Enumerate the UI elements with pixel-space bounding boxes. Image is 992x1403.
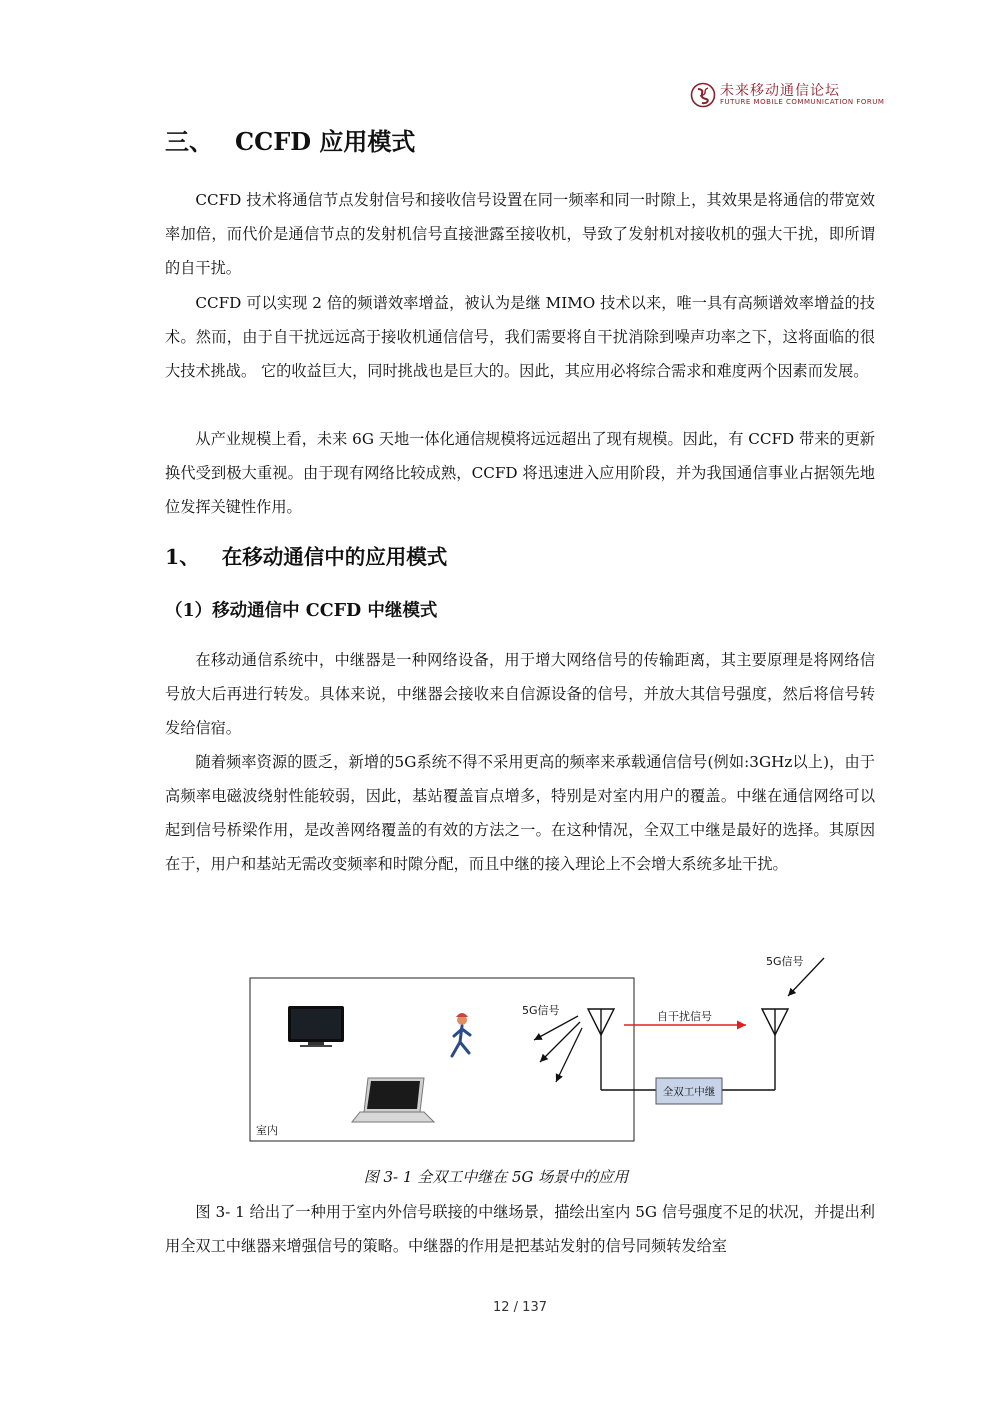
indoor-label: 室内 [256, 1124, 278, 1137]
relay-diagram-svg [248, 950, 888, 1145]
subsection-number: 1、 [165, 545, 200, 569]
subsection-heading [165, 540, 447, 570]
tv-icon [288, 1006, 344, 1047]
self-interference-label: 自干扰信号 [657, 1010, 712, 1023]
indoor-5g-arrows [534, 1016, 582, 1082]
relay-diagram [248, 950, 888, 1145]
relay-label: 全双工中继 [662, 1086, 716, 1098]
paragraph-3: 从产业规模上看，未来 6G 天地一体化通信规模将远远超出了现有规模。因此，有 CCFD 带来的更新换代受到极大重视。由于现有网络比较成熟，CCFD 将迅速进入应用阶段，并为我国通信事业占据领先地位发挥关键性作用。 [165, 430, 875, 516]
subsubsection-heading: （1）移动通信中 CCFD 中继模式 [165, 601, 438, 621]
person-icon [452, 1013, 470, 1056]
logo-text-en: FUTURE MOBILE COMMUNICATION FORUM [720, 98, 885, 106]
page-number: 12 / 137 [493, 1300, 547, 1315]
paragraph-2: CCFD 可以实现 2 倍的频谱效率增益，被认为是继 MIMO 技术以来，唯一具有高频谱效率增益的技术。然而，由于自干扰远远高于接收机通信信号，我们需要将自干扰消除到噪声功率之下，这将面临的很大技术挑战。 它的收益巨大，同时挑战也是巨大的。因此，其应用必将综合需求和难度两个因素而发展。 [165, 294, 875, 380]
outdoor-antenna-icon [762, 1009, 788, 1090]
section-title: CCFD 应用模式 [235, 127, 416, 156]
laptop-icon [352, 1078, 434, 1122]
indoor-antenna-icon [588, 1009, 614, 1090]
forum-logo [690, 80, 885, 112]
logo-text-cn: 未来移动通信论坛 [720, 83, 840, 99]
section-heading [165, 122, 415, 157]
forum-emblem-icon [690, 82, 716, 108]
subsection-title: 在移动通信中的应用模式 [221, 545, 448, 569]
paragraph-5: 随着频率资源的匮乏，新增的5G系统不得不采用更高的频率来承载通信信号(例如:3GHz以上)，由于高频率电磁波绕射性能较弱，因此，基站覆盖盲点增多，特别是对室内用户的覆盖。中继在通信网络可以起到信号桥梁作用，是改善网络覆盖的有效的方法之一。在这种情况，全双工中继是最好的选择。其原因在于，用户和基站无需改变频率和时隙分配，而且中继的接入理论上不会增大系统多址干扰。 [165, 753, 875, 873]
figure-caption: 图 3- 1 全双工中继在 5G 场景中的应用 [363, 1168, 629, 1186]
paragraph-4: 在移动通信系统中，中继器是一种网络设备，用于增大网络信号的传输距离，其主要原理是将网络信号放大后再进行转发。具体来说，中继器会接收来自信源设备的信号，并放大其信号强度，然后将信号转发给信宿。 [165, 651, 875, 737]
indoor-boundary [250, 978, 634, 1141]
outdoor-5g-label: 5G信号 [766, 955, 804, 968]
paragraph-6: 图 3- 1 给出了一种用于室内外信号联接的中继场景，描绘出室内 5G 信号强度不足的状况，并提出利用全双工中继器来增强信号的策略。中继器的作用是把基站发射的信号同频转发给室 [165, 1203, 875, 1255]
paragraph-1: CCFD 技术将通信节点发射信号和接收信号设置在同一频率和同一时隙上，其效果是将通信的带宽效率加倍，而代价是通信节点的发射机信号直接泄露至接收机，导致了发射机对接收机的强大干扰，即所谓的自干扰。 [165, 191, 875, 277]
indoor-5g-label: 5G信号 [522, 1004, 560, 1017]
section-number: 三、 [165, 127, 213, 156]
